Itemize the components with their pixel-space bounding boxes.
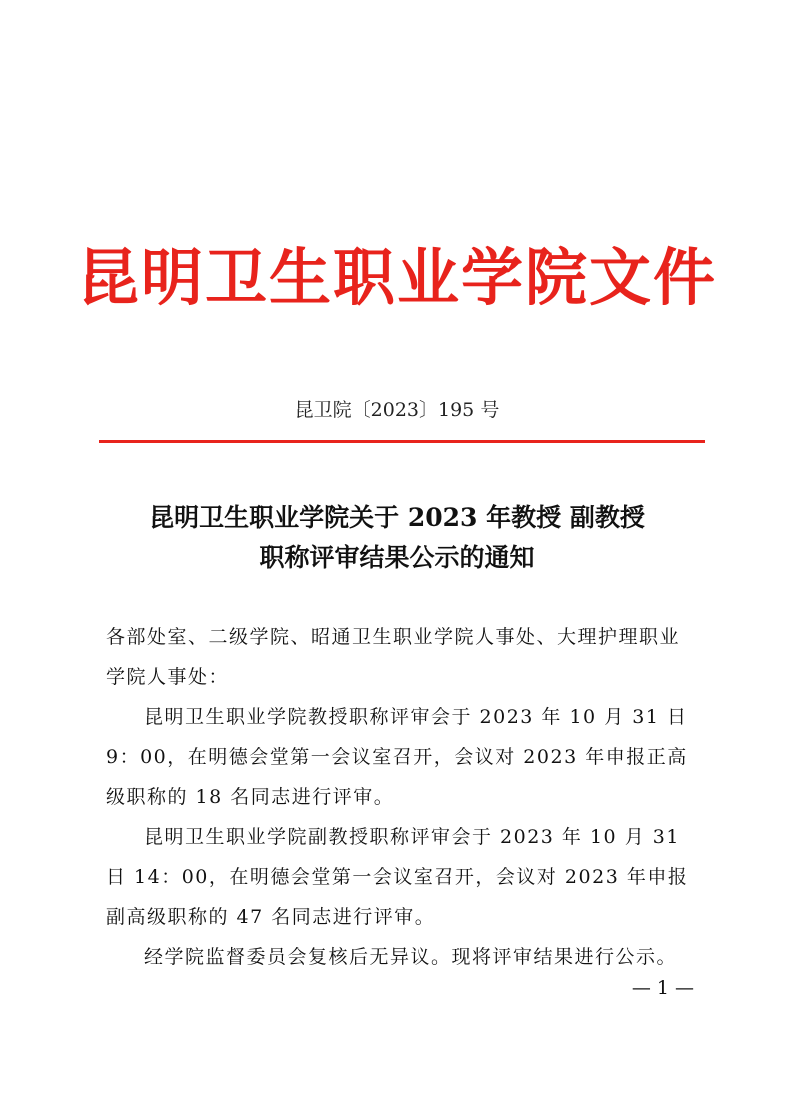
notice-body	[106, 617, 696, 977]
paragraph-associate-professor-review: 昆明卫生职业学院副教授职称评审会于 2023 年 10 月 31 日 14：00，在明德会堂第一会议室召开，会议对 2023 年申报副高级职称的 47 名同志进行评审。	[106, 826, 689, 928]
notice-title-line-1: 昆明卫生职业学院关于 2023 年教授 副教授	[149, 503, 645, 532]
notice-title-line-2: 职称评审结果公示的通知	[259, 543, 535, 572]
issuer-header: 昆明卫生职业学院文件	[76, 241, 717, 314]
page-number: — 1 —	[631, 977, 694, 999]
paragraph-publicity-statement: 经学院监督委员会复核后无异议。现将评审结果进行公示。	[144, 946, 678, 968]
paragraph-professor-review: 昆明卫生职业学院教授职称评审会于 2023 年 10 月 31 日 9：00，在明德会堂第一会议室召开，会议对 2023 年申报正高级职称的 18 名同志进行评审。	[106, 706, 688, 808]
addressee: 各部处室、二级学院、昭通卫生职业学院人事处、大理护理职业学院人事处：	[106, 626, 681, 688]
red-divider-line	[99, 440, 705, 443]
notice-title	[80, 498, 714, 578]
document-number: 昆卫院〔2023〕195 号	[294, 399, 500, 421]
